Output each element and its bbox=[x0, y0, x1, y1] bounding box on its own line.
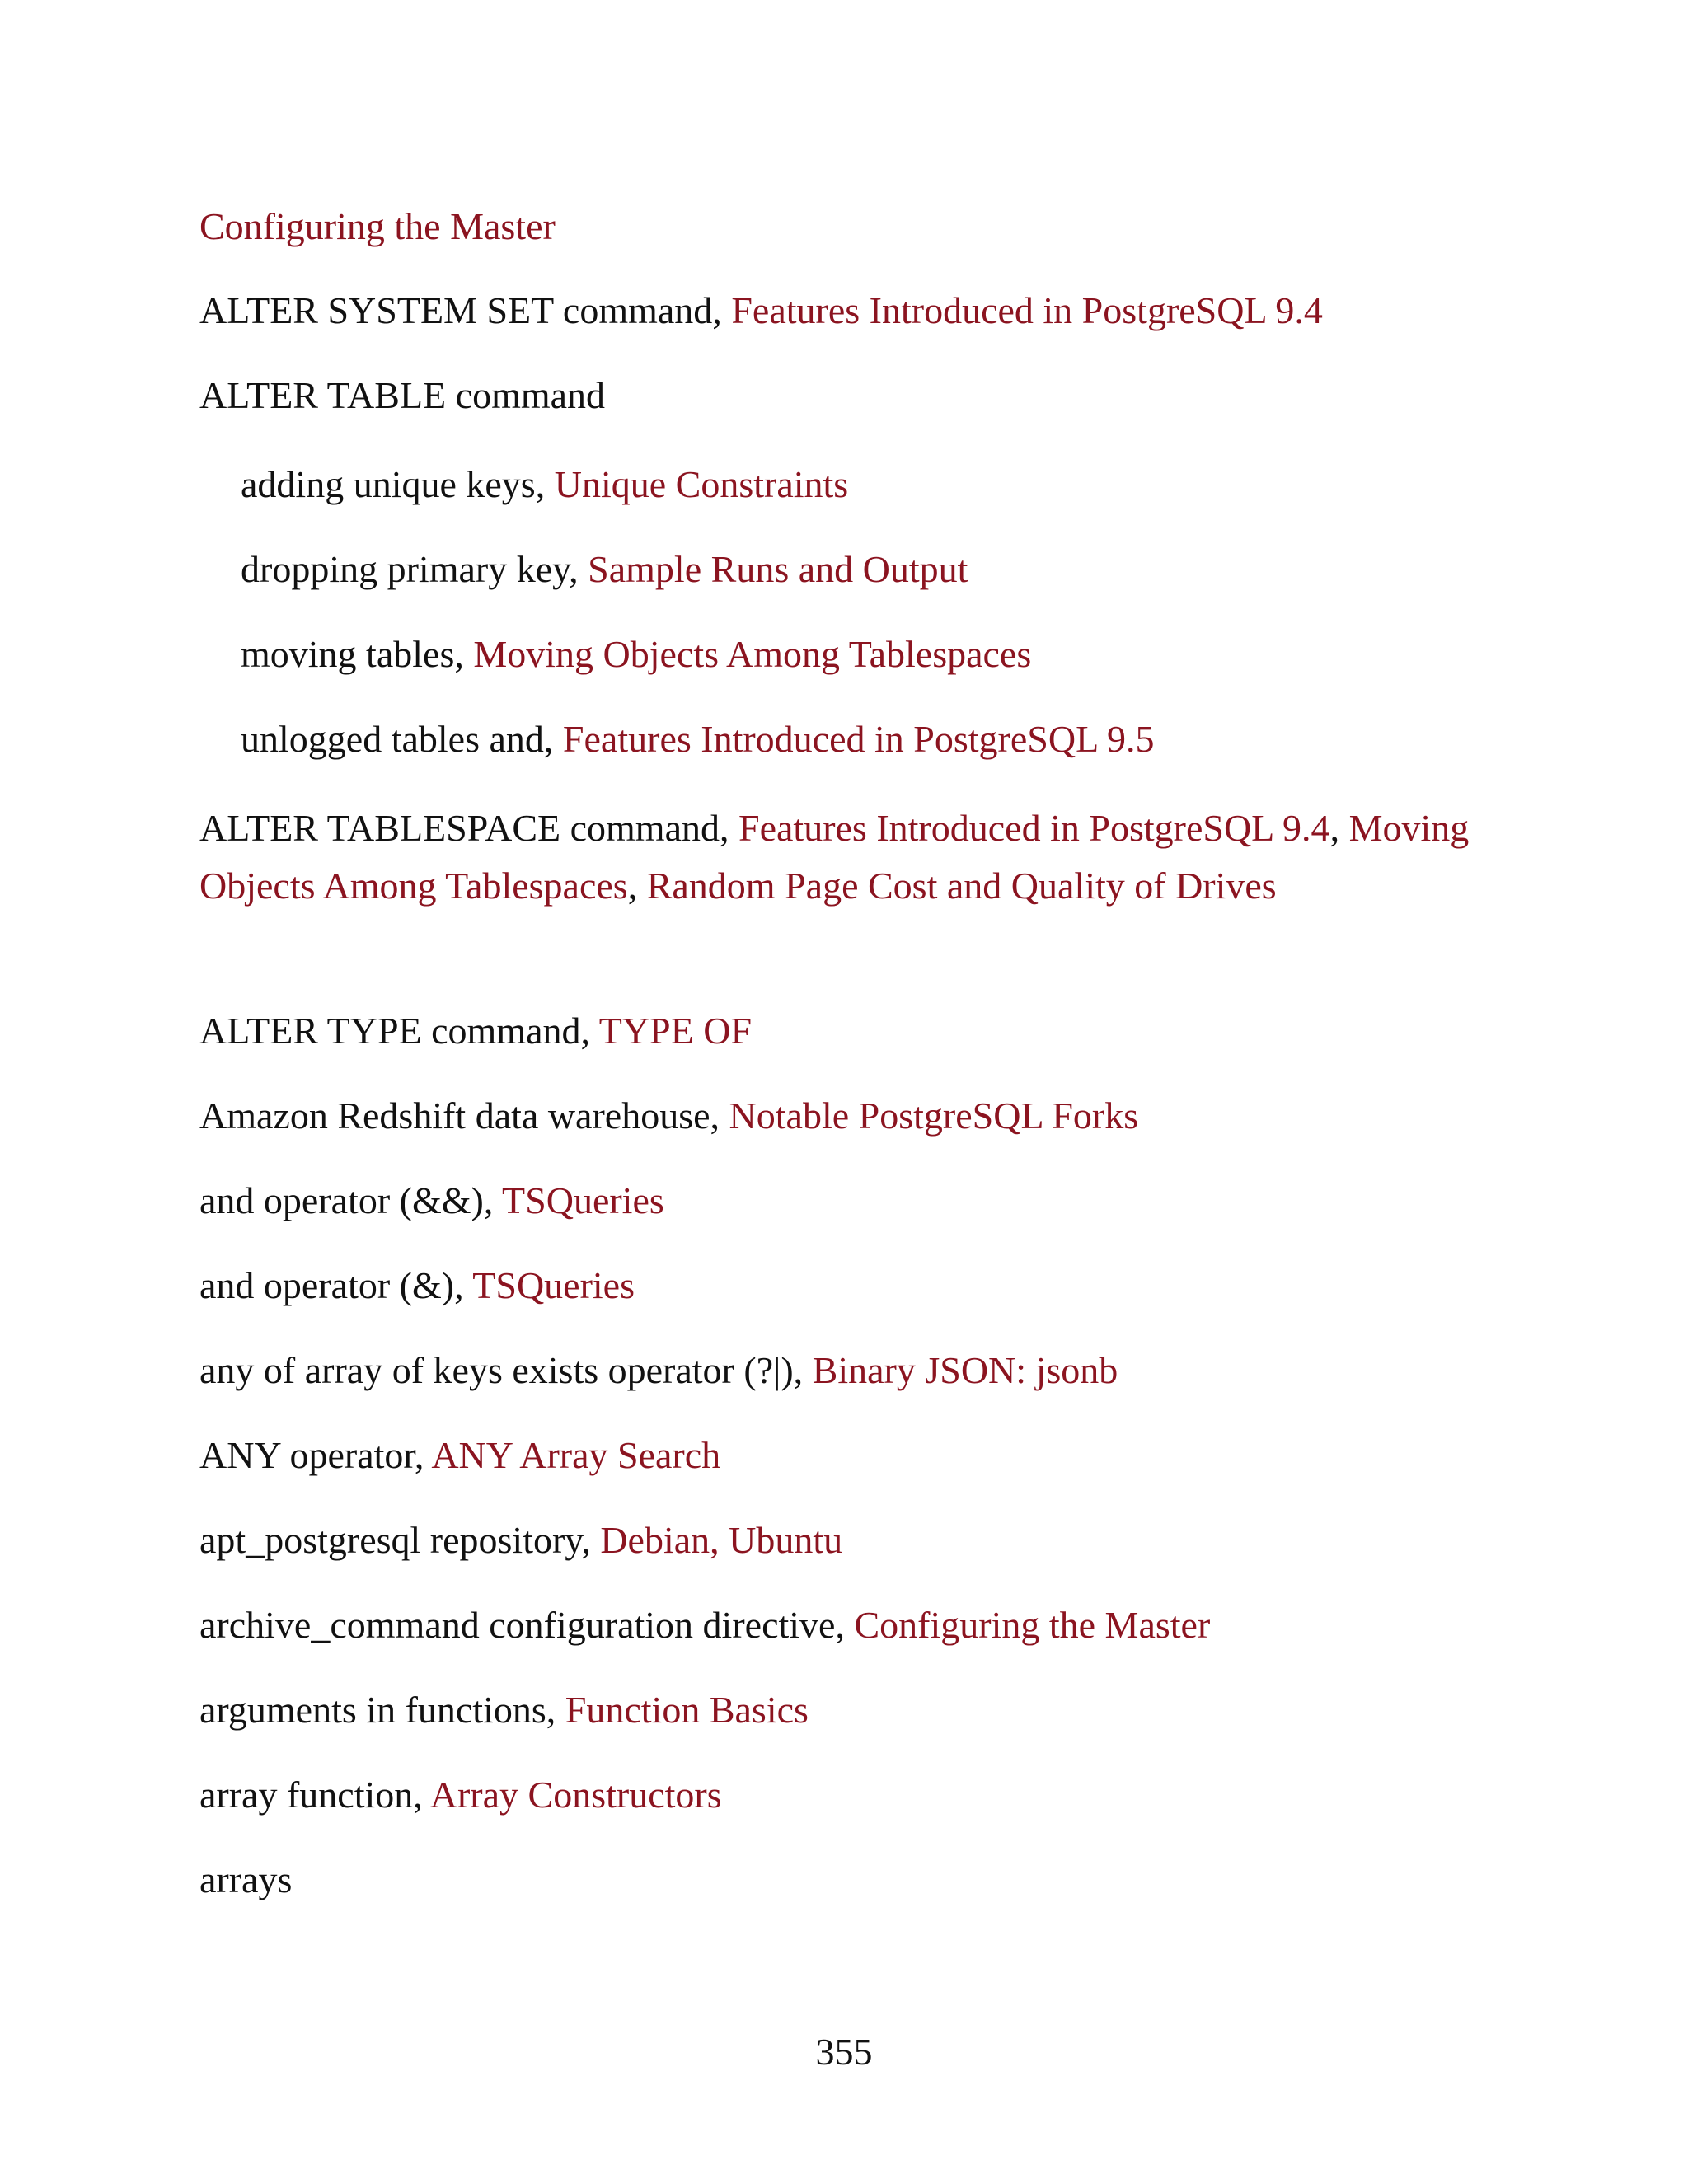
index-entry-amazon-redshift bbox=[199, 1087, 1502, 1145]
link-separator: , bbox=[627, 865, 647, 907]
index-link[interactable]: Features Introduced in PostgreSQL 9.4 bbox=[738, 807, 1330, 849]
index-entry-and-operator-double bbox=[199, 1172, 1502, 1230]
index-link[interactable]: Moving Objects Among Tablespaces bbox=[473, 633, 1032, 675]
index-link[interactable]: TYPE OF bbox=[598, 1010, 753, 1052]
index-link[interactable]: Moving Objects Among Tablespaces bbox=[199, 807, 1470, 907]
index-term: adding unique keys, bbox=[241, 463, 555, 505]
index-entry-alter-tablespace bbox=[199, 799, 1502, 915]
index-term: moving tables, bbox=[241, 633, 474, 675]
index-link[interactable]: Binary JSON: jsonb bbox=[812, 1349, 1118, 1391]
index-term: and operator (&&), bbox=[199, 1179, 503, 1221]
index-term: ALTER SYSTEM SET command, bbox=[199, 289, 732, 331]
index-link[interactable]: Array Constructors bbox=[429, 1774, 722, 1816]
index-term: ALTER TABLESPACE command, bbox=[199, 807, 738, 849]
index-term: arrays bbox=[199, 1858, 293, 1900]
index-term: ALTER TABLE command bbox=[199, 374, 606, 416]
index-link[interactable]: Configuring the Master bbox=[854, 1604, 1211, 1646]
index-link[interactable]: Unique Constraints bbox=[554, 463, 849, 505]
index-subentry-moving-tables bbox=[241, 626, 1543, 683]
index-term: ANY operator, bbox=[199, 1434, 432, 1476]
index-link[interactable]: ANY Array Search bbox=[431, 1434, 721, 1476]
index-term: and operator (&), bbox=[199, 1264, 473, 1306]
index-term: dropping primary key, bbox=[241, 548, 588, 590]
index-entry-alter-system-set bbox=[199, 282, 1502, 340]
index-entry-arguments-in-functions bbox=[199, 1681, 1502, 1739]
index-entry-archive-command bbox=[199, 1596, 1502, 1654]
index-link[interactable]: Features Introduced in PostgreSQL 9.5 bbox=[562, 718, 1155, 760]
index-subentry-unlogged-tables bbox=[241, 710, 1543, 768]
index-entry-apt-postgresql bbox=[199, 1511, 1502, 1569]
index-link[interactable]: Configuring the Master bbox=[199, 205, 556, 247]
index-link[interactable]: Function Basics bbox=[565, 1689, 809, 1731]
index-link[interactable]: TSQueries bbox=[472, 1264, 635, 1306]
index-term: any of array of keys exists operator (?|), bbox=[199, 1349, 813, 1391]
index-entry-any-of-array-keys bbox=[199, 1342, 1502, 1399]
index-link[interactable]: Features Introduced in PostgreSQL 9.4 bbox=[731, 289, 1323, 331]
index-term: archive_command configuration directive, bbox=[199, 1604, 855, 1646]
index-entry-and-operator-single bbox=[199, 1257, 1502, 1315]
index-link[interactable]: Debian, Ubuntu bbox=[600, 1519, 843, 1561]
index-term: apt_postgresql repository, bbox=[199, 1519, 601, 1561]
index-entry-array-function bbox=[199, 1766, 1502, 1824]
index-term: array function, bbox=[199, 1774, 430, 1816]
link-separator: , bbox=[1329, 807, 1349, 849]
index-entry-arrays bbox=[199, 1851, 1502, 1909]
index-entry-configuring-master bbox=[199, 198, 1502, 255]
index-term: Amazon Redshift data warehouse, bbox=[199, 1094, 729, 1137]
page-number: 355 bbox=[815, 2031, 873, 2073]
index-link[interactable]: Random Page Cost and Quality of Drives bbox=[646, 865, 1277, 907]
index-link[interactable]: TSQueries bbox=[502, 1179, 664, 1221]
index-term: ALTER TYPE command, bbox=[199, 1010, 599, 1052]
index-subentry-adding-unique-keys bbox=[241, 456, 1543, 513]
index-link[interactable]: Notable PostgreSQL Forks bbox=[729, 1094, 1139, 1137]
index-entry-alter-type bbox=[199, 1002, 1502, 1060]
index-entry-alter-table bbox=[199, 367, 1502, 424]
index-entry-any-operator bbox=[199, 1427, 1502, 1484]
index-link[interactable]: Sample Runs and Output bbox=[588, 548, 968, 590]
index-term: arguments in functions, bbox=[199, 1689, 565, 1731]
index-subentry-dropping-primary-key bbox=[241, 541, 1543, 598]
index-term: unlogged tables and, bbox=[241, 718, 563, 760]
